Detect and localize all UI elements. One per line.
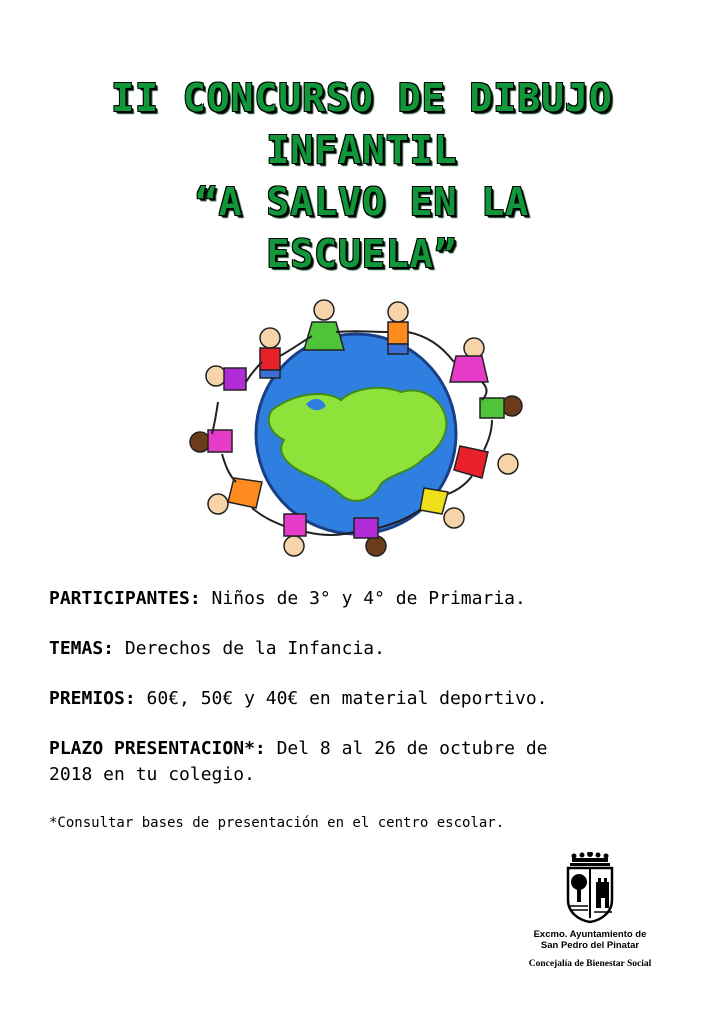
premios-line [49,686,679,712]
note-line [49,814,679,832]
consult-note: *Consultar bases de presentación en el centro escolar. [49,815,505,831]
poster-title [0,72,724,280]
premios-value: 60€, 50€ y 40€ en material deportivo. [135,688,548,709]
plazo-block [49,736,679,788]
municipality-logo [516,852,664,969]
plazo-label: PLAZO PRESENTACION*: [49,738,266,759]
plazo-value-line-2: 2018 en tu colegio. [49,764,255,785]
title-line-1: II CONCURSO DE DIBUJO [111,76,613,120]
plazo-value-line-1: Del 8 al 26 de octubre de [265,738,548,759]
title-line-3: “A SALVO EN LA [194,180,530,224]
org-line-2: San Pedro del Pinatar [540,940,640,951]
department-name: Concejalía de Bienestar Social [528,959,652,969]
temas-label: TEMAS: [49,638,115,659]
temas-line [49,636,679,662]
children-around-globe-illustration [176,292,536,562]
title-line-4: ESCUELA” [266,232,458,276]
participantes-line [49,586,679,612]
participantes-value: Niños de 3° y 4° de Primaria. [200,588,526,609]
participantes-label: PARTICIPANTES: [49,588,201,609]
coat-of-arms-icon [562,852,618,924]
title-line-2: INFANTIL [266,128,458,172]
temas-value: Derechos de la Infancia. [114,638,385,659]
premios-label: PREMIOS: [49,688,136,709]
org-line-1: Excmo. Ayuntamiento de [533,929,647,940]
